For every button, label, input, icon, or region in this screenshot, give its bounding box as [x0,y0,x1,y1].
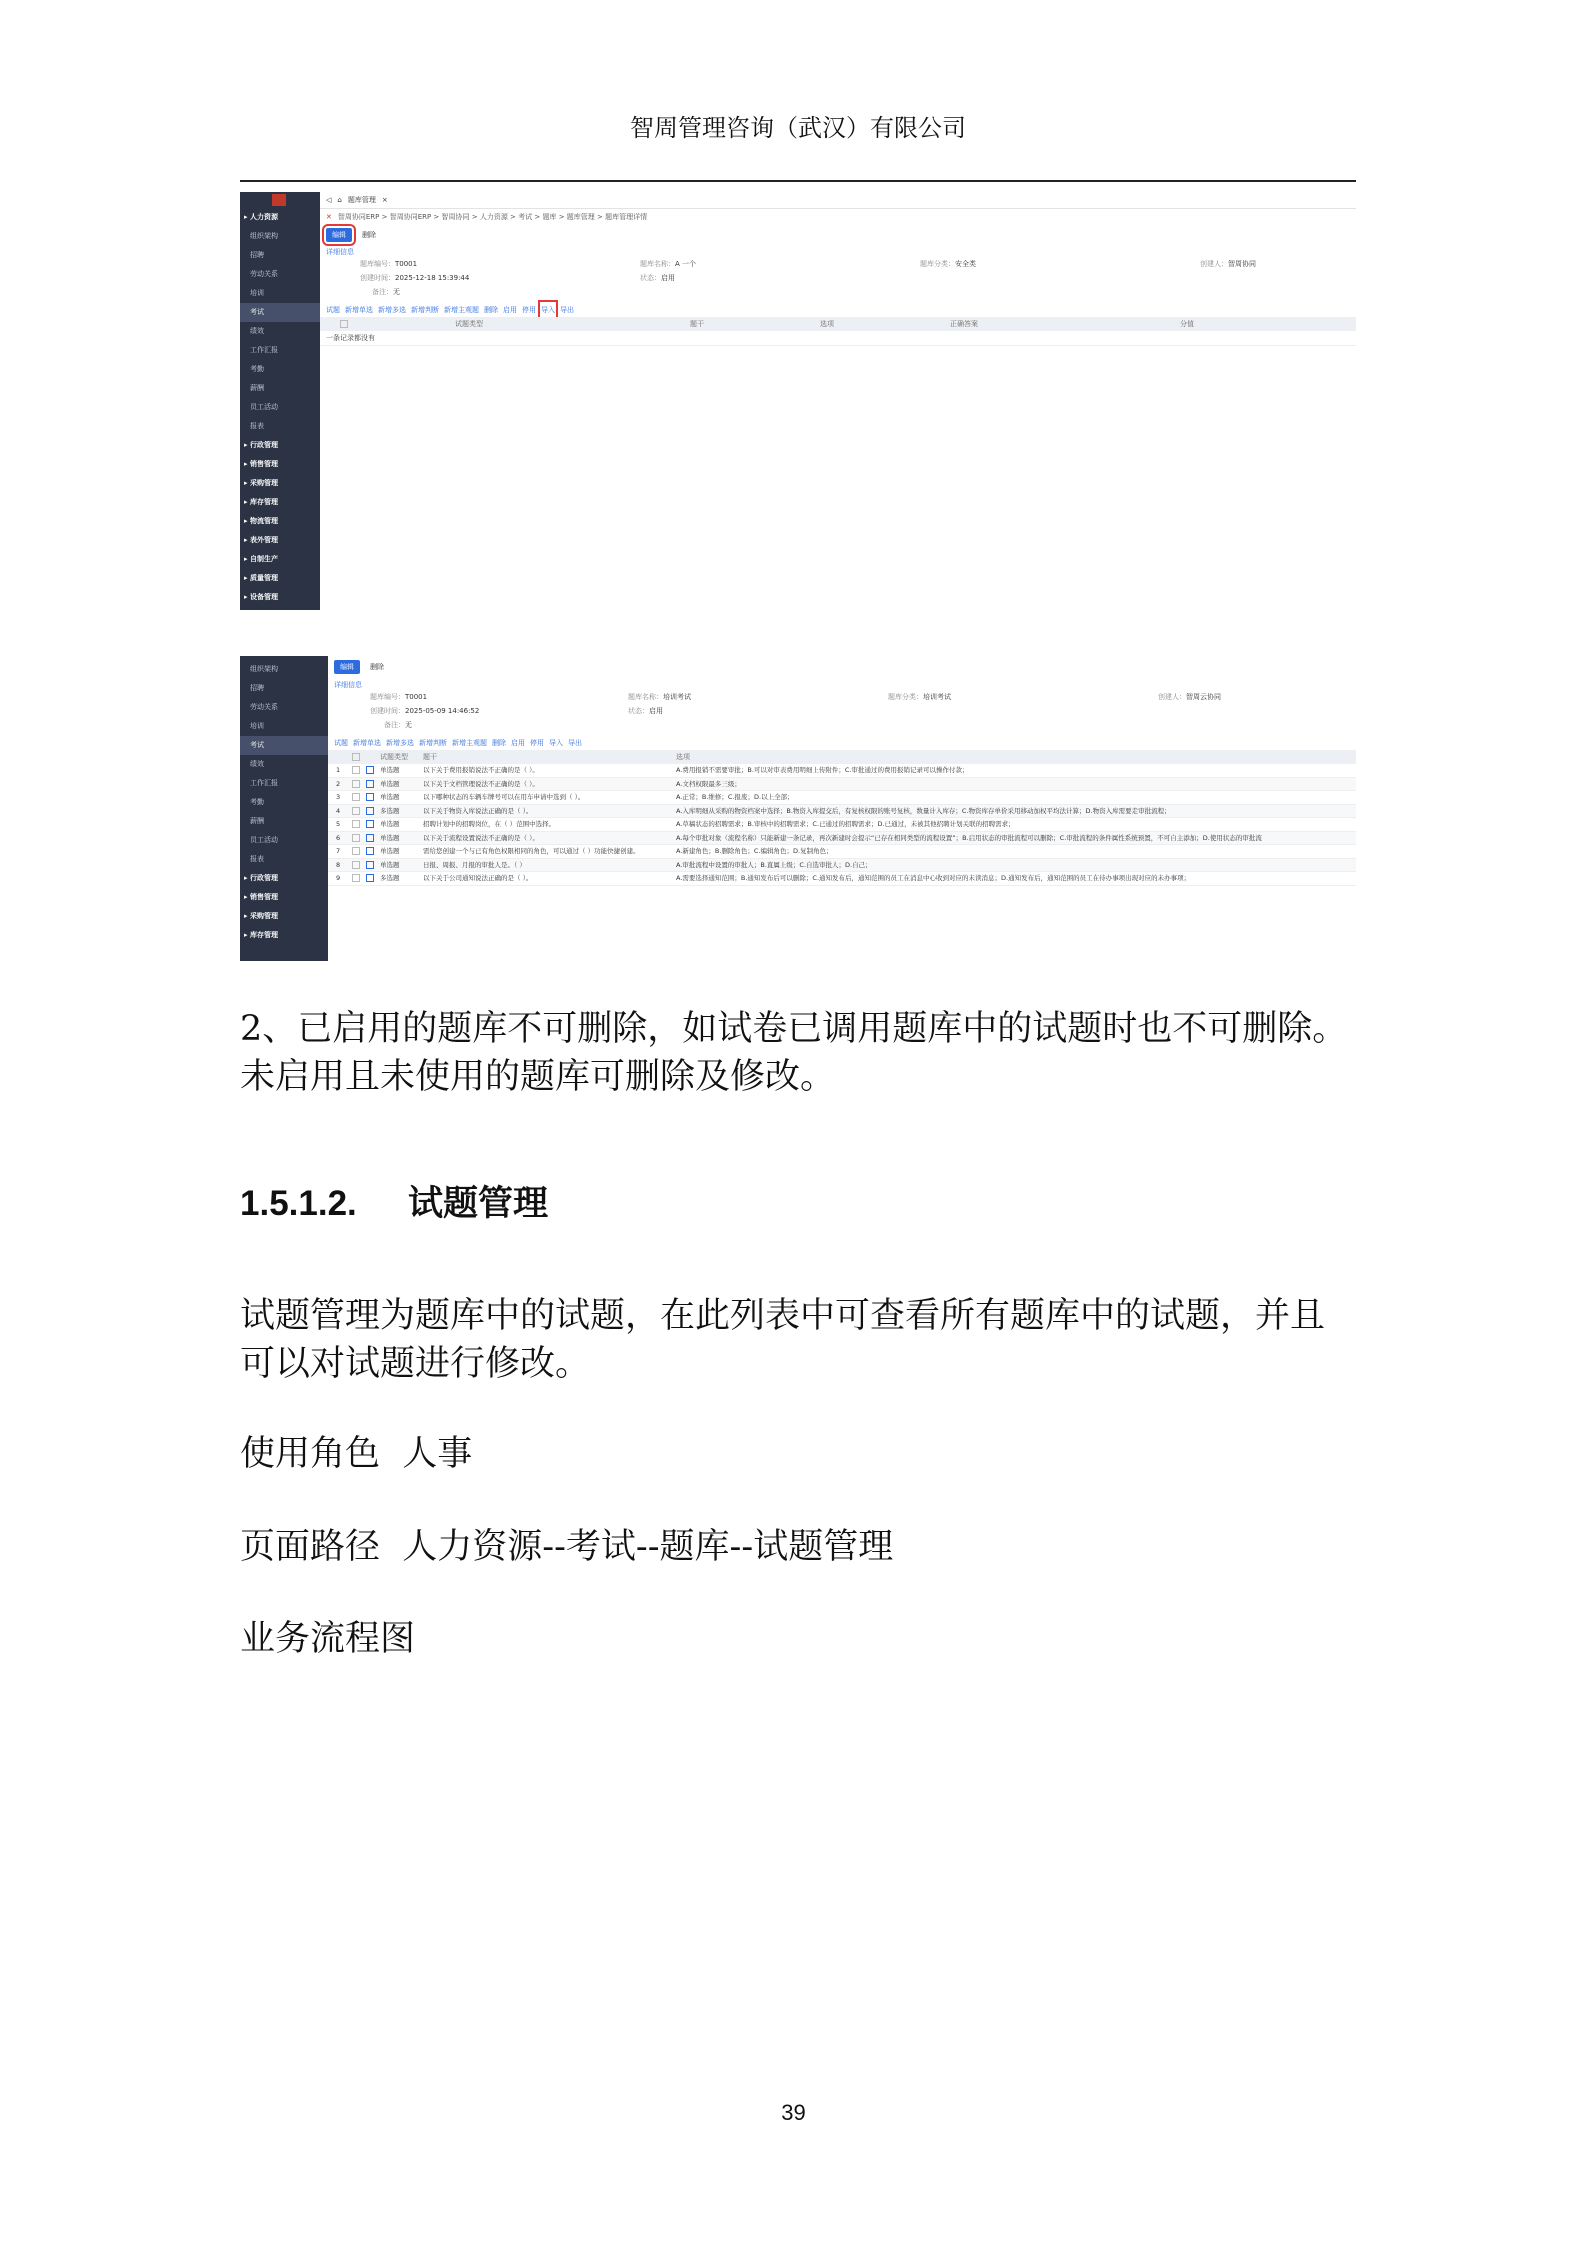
home-icon[interactable]: ⌂ [337,196,342,204]
row-checkbox[interactable] [352,764,360,777]
logo-icon [272,194,286,206]
action-link[interactable]: 新增单选 [353,739,381,747]
row-checkbox[interactable] [352,872,360,885]
action-link[interactable]: 试题 [326,306,340,314]
bank-name-value: 培训考试 [663,693,691,701]
created-value: 2025-05-09 14:46:52 [405,707,480,715]
remark-label: 备注： [372,288,393,296]
edit-button[interactable]: 编辑 [334,660,360,674]
sidebar-item[interactable]: ▸ 表外管理 [244,536,278,544]
col-stem: 题干 [423,753,437,761]
question-stem: 招聘计划中的招聘岗位，在（ ）范围中选择。 [423,820,556,828]
action-link[interactable]: 导入 [541,303,555,317]
section-number: 1.5.1.2. [240,1184,357,1223]
question-options: A.费用报销不需要审批；B.可以对审表费用明细上传附件；C.审批通过的费用报销记录可以操作付款； [676,766,969,774]
main-panel [328,656,1356,961]
action-link[interactable]: 新增主观题 [452,739,487,747]
section-heading [240,1176,548,1226]
table-row[interactable] [328,818,1356,832]
sidebar-item[interactable]: 工作汇报 [250,779,278,787]
question-options: A.草稿状态的招聘需求；B.审核中的招聘需求；C.已通过的招聘需求；D.已通过，未被其他招聘计划关联的招聘需求； [676,820,1015,828]
question-stem: 以下关于公司通知说法正确的是（ ）。 [423,874,533,882]
status-label: 状态： [628,707,649,715]
paragraph-bank-delete-rule: 2、已启用的题库不可删除，如试卷已调用题库中的试题时也不可删除。未启用且未使用的题库可删除及修改。 [240,1009,1348,1097]
action-link[interactable]: 新增判断 [419,739,447,747]
screenshot-question-bank-list [240,656,1356,961]
sidebar-item[interactable]: ▸ 销售管理 [244,460,278,468]
action-link[interactable]: 停用 [522,306,536,314]
edit-icon[interactable] [366,872,374,885]
row-number: 6 [336,833,341,842]
empty-message: 一条记录都没有 [320,331,1356,346]
delete-button[interactable]: 删除 [370,663,384,671]
question-stem: 以下关于文档管理说法不正确的是（ ）。 [423,779,539,788]
bank-name-label: 题库名称： [640,260,675,268]
paragraph-path: 页面路径 人力资源--考试--题库--试题管理 [240,1527,894,1567]
page-header: 智周管理咨询（武汉）有限公司 [630,114,966,142]
toolbar [320,225,1356,245]
sidebar-item[interactable]: ▸ 采购管理 [244,479,278,487]
sidebar [240,192,320,610]
action-link[interactable]: 启用 [503,306,517,314]
sidebar-item[interactable]: 考勤 [250,798,264,806]
action-link[interactable]: 新增多选 [378,306,406,314]
sidebar-item[interactable]: ▸ 人力资源 [244,213,278,221]
paragraph-description: 试题管理为题库中的试题，在此列表中可查看所有题库中的试题，并且可以对试题进行修改。 [240,1296,1326,1384]
col-options: 选项 [820,320,834,328]
action-link[interactable]: 导入 [549,739,563,747]
row-checkbox[interactable] [352,778,360,791]
action-link[interactable]: 新增判断 [411,306,439,314]
sidebar-item[interactable]: 劳动关系 [250,270,278,278]
toolbar [328,656,1356,678]
sidebar-item[interactable]: ▸ 设备管理 [244,593,278,601]
sidebar-item[interactable]: 招聘 [250,684,264,692]
question-options: A.文档权限最多三级； [676,779,741,788]
question-type: 单选题 [380,820,400,828]
table-row[interactable] [328,805,1356,819]
edit-button[interactable]: 编辑 [326,228,352,242]
sidebar-item[interactable]: ▸ 行政管理 [244,874,278,882]
row-checkbox[interactable] [352,791,360,804]
question-options: A.入库明细从采购的物资档案中选择；B.物资入库提交后，有复核权限的账号复核，数量计入库存；C.物资库存单价采用移动加权平均法计算；D.物资入库需要走审批流程； [676,806,1171,815]
action-link[interactable]: 启用 [511,739,525,747]
status-value: 启用 [661,274,675,282]
action-link[interactable]: 导出 [560,306,574,314]
table-row[interactable] [328,778,1356,792]
creator-value: 智周协同 [1228,260,1256,268]
col-options: 选项 [676,753,690,761]
action-links [328,736,1356,750]
sidebar-item[interactable]: 招聘 [250,251,264,259]
edit-icon[interactable] [366,845,374,858]
close-tab-icon[interactable]: × [381,196,388,204]
section-label: 详细信息 [334,681,362,689]
bank-name-label: 题库名称： [628,693,663,701]
delete-button[interactable]: 删除 [362,231,376,239]
sidebar-item[interactable]: ▸ 销售管理 [244,893,278,901]
back-icon[interactable]: ◁ [326,196,332,204]
created-label: 创建时间： [370,707,405,715]
question-type: 单选题 [380,860,400,869]
action-link[interactable]: 删除 [484,306,498,314]
category-label: 题库分类： [920,260,955,268]
sidebar-item[interactable]: 报表 [250,855,264,863]
action-link[interactable]: 新增单选 [345,306,373,314]
action-link[interactable]: 新增主观题 [444,306,479,314]
sidebar-item[interactable]: 绩效 [250,327,264,335]
col-score: 分值 [1180,320,1194,328]
remark-value: 无 [405,721,412,729]
row-checkbox[interactable] [352,818,360,831]
table-row[interactable] [328,832,1356,846]
sidebar-item[interactable]: 绩效 [250,760,264,768]
question-type: 单选题 [380,793,400,801]
breadcrumb-text: 智周协同ERP > 智周协同ERP > 智周协同 > 人力资源 > 考试 > 题库 > 题库管理 > 题库管理详情 [337,213,648,221]
edit-icon[interactable] [366,818,374,831]
status-label: 状态： [640,274,661,282]
question-options: A.审批流程中设置的审批人；B.直属上级；C.自选审批人；D.自己； [676,860,872,869]
edit-icon[interactable] [366,805,374,818]
sidebar-item[interactable]: 培训 [250,289,264,297]
sidebar-item[interactable]: 薪酬 [250,817,264,825]
remark-label: 备注： [384,721,405,729]
page-number: 39 [781,2100,806,2125]
action-link[interactable]: 停用 [530,739,544,747]
edit-icon[interactable] [366,832,374,845]
row-number: 9 [336,874,341,882]
table-row[interactable] [328,791,1356,805]
status-value: 启用 [649,707,663,715]
edit-icon[interactable] [366,778,374,791]
row-checkbox[interactable] [352,832,360,845]
table-row[interactable] [328,859,1356,873]
section-label: 详细信息 [326,248,354,256]
bank-name-value: A 一个 [675,260,697,268]
row-number: 7 [336,847,341,855]
col-type: 试题类型 [380,753,408,761]
created-value: 2025-12-18 15:39:44 [395,274,470,282]
breadcrumb [320,209,1356,225]
tab-bar [320,192,1356,209]
question-type: 单选题 [380,779,400,788]
table-row[interactable] [328,845,1356,859]
sidebar-item[interactable]: 考勤 [250,365,264,373]
question-stem: 以下关于物资入库说法正确的是（ ）。 [423,806,533,815]
close-icon[interactable]: ✕ [326,213,332,221]
detail-fields [320,259,1356,303]
creator-value: 智周云协同 [1186,693,1221,701]
creator-label: 创建人： [1200,260,1228,268]
question-type: 多选题 [380,806,400,815]
bank-no-label: 题库编号： [370,693,405,701]
action-link[interactable]: 试题 [334,739,348,747]
creator-label: 创建人： [1158,693,1186,701]
question-type: 单选题 [380,766,400,774]
sidebar-item[interactable]: 考试 [240,303,320,322]
bank-no-label: 题库编号： [360,260,395,268]
category-value: 培训考试 [923,693,951,701]
question-stem: 以下关于流程设置说法不正确的是（ ）。 [423,833,539,842]
question-table-body [328,764,1356,886]
header-rule [240,180,1356,182]
sidebar-item[interactable]: 报表 [250,422,264,430]
col-stem: 题干 [690,320,704,328]
sidebar [240,656,328,961]
sidebar-item[interactable]: ▸ 质量管理 [244,574,278,582]
sidebar-item[interactable]: 组织架构 [250,232,278,240]
action-link[interactable]: 新增多选 [386,739,414,747]
select-all-checkbox[interactable] [352,753,360,761]
row-number: 1 [336,766,341,774]
question-stem: 需给您创建一个与已有角色权限相同的角色，可以通过（ ）功能快捷创建。 [423,847,640,855]
col-answer: 正确答案 [950,320,978,328]
created-label: 创建时间： [360,274,395,282]
question-stem: 日报、周报、月报的审批人是。（ ） [423,860,526,869]
row-number: 3 [336,793,341,801]
row-checkbox[interactable] [352,859,360,872]
edit-icon[interactable] [366,791,374,804]
question-options: A.新建角色；B.删除角色；C.编辑角色；D.复制角色； [676,847,833,855]
sidebar-item[interactable]: ▸ 库存管理 [244,498,278,506]
question-stem: 以下关于费用报销说法不正确的是（ ）。 [423,766,539,774]
screenshot-question-bank-empty [240,192,1356,610]
table-row[interactable] [328,872,1356,886]
sidebar-item[interactable]: ▸ 行政管理 [244,441,278,449]
row-checkbox[interactable] [352,805,360,818]
tab-question-bank[interactable]: 题库管理 [347,196,376,204]
main-panel [320,192,1356,610]
sidebar-item[interactable]: ▸ 库存管理 [244,931,278,939]
sidebar-item[interactable]: 考试 [240,736,328,755]
sidebar-item[interactable]: ▸ 物流管理 [244,517,278,525]
paragraph-flowchart: 业务流程图 [240,1619,416,1659]
table-header [320,317,1356,331]
row-number: 5 [336,820,341,828]
category-value: 安全类 [955,260,976,268]
table-row[interactable] [328,764,1356,778]
sidebar-item[interactable]: 劳动关系 [250,703,278,711]
question-options: A.正常；B.维修；C.报废；D.以上全部； [676,793,794,801]
edit-icon[interactable] [366,764,374,777]
action-link[interactable]: 导出 [568,739,582,747]
sidebar-item[interactable]: ▸ 自制生产 [244,555,278,563]
remark-value: 无 [393,288,400,296]
detail-fields [328,692,1356,736]
action-link[interactable]: 删除 [492,739,506,747]
sidebar-item[interactable]: 员工活动 [250,403,278,411]
row-number: 8 [336,860,341,869]
sidebar-item[interactable]: 组织架构 [250,665,278,673]
bank-no-value: T0001 [405,693,428,701]
row-number: 4 [336,806,341,815]
question-type: 多选题 [380,874,400,882]
category-label: 题库分类： [888,693,923,701]
question-type: 单选题 [380,833,400,842]
bank-no-value: T0001 [395,260,418,268]
sidebar-item[interactable]: 员工活动 [250,836,278,844]
sidebar-item[interactable]: 培训 [250,722,264,730]
row-checkbox[interactable] [352,845,360,858]
table-header [328,750,1356,764]
question-options: A.需要选择通知范围；B.通知发布后可以删除；C.通知发布后，通知范围的员工在消息中心收到对应的未读消息；D.通知发布后，通知范围的员工在待办事项出现对应的未办事项； [676,874,1191,882]
col-type: 试题类型 [455,320,483,328]
question-stem: 以下哪种状态的车辆车牌号可以在用车申请中选到（ ）。 [423,793,585,801]
action-links [320,303,1356,317]
select-all-checkbox[interactable] [340,320,348,328]
sidebar-item[interactable]: ▸ 采购管理 [244,912,278,920]
sidebar-item[interactable]: 工作汇报 [250,346,278,354]
sidebar-item[interactable]: 薪酬 [250,384,264,392]
section-title: 试题管理 [408,1184,549,1223]
paragraph-role: 使用角色 人事 [240,1434,473,1474]
question-options: A.每个审批对象（流程名称）只能新建一条记录，再次新建时会提示“已存在相同类型的流程设置”；B.启用状态的审批流程可以删除；C.审批流程的条件属性系统预置，不可自主添加；D.使用状态的审批流 [676,833,1262,842]
edit-icon[interactable] [366,859,374,872]
question-type: 单选题 [380,847,400,855]
row-number: 2 [336,779,341,788]
